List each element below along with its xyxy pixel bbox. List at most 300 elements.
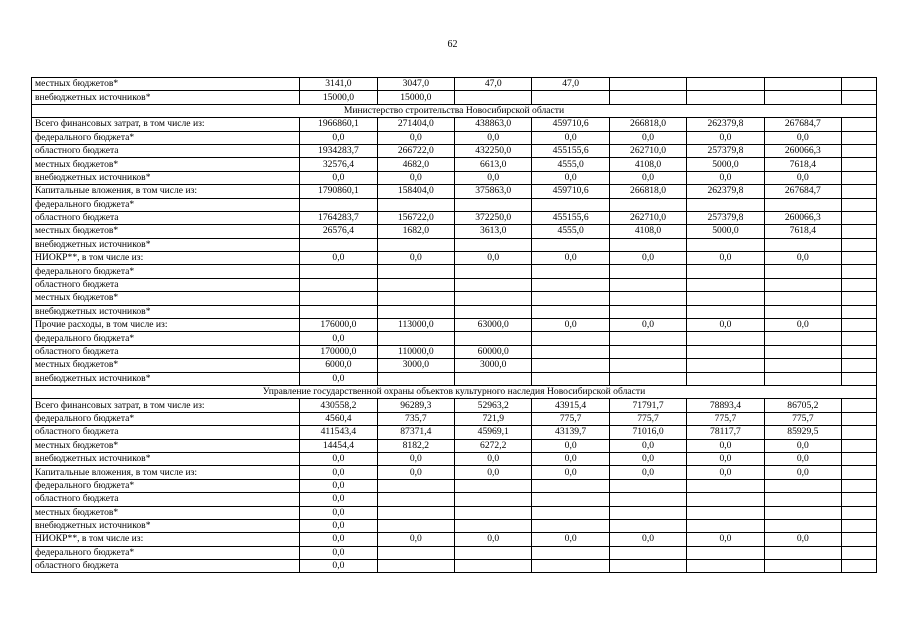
value-cell	[609, 332, 686, 345]
value-cell: 15000,0	[377, 91, 454, 104]
table-row	[32, 506, 877, 519]
value-cell: 0,0	[300, 493, 377, 506]
value-cell	[300, 278, 377, 291]
value-cell: 0,0	[532, 131, 609, 144]
value-cell	[455, 198, 532, 211]
value-cell: 1934283,7	[300, 144, 377, 157]
value-cell	[842, 305, 877, 318]
table-row	[32, 345, 877, 358]
value-cell: 0,0	[532, 319, 609, 332]
table-row	[32, 319, 877, 332]
value-cell	[377, 546, 454, 559]
row-label: местных бюджетов*	[32, 359, 300, 372]
row-label: областного бюджета	[32, 426, 300, 439]
row-label: местных бюджетов*	[32, 78, 300, 91]
value-cell: 113000,0	[377, 319, 454, 332]
value-cell	[300, 238, 377, 251]
value-cell: 0,0	[532, 252, 609, 265]
section-header-row	[32, 385, 877, 398]
table-row	[32, 292, 877, 305]
value-cell	[687, 292, 764, 305]
value-cell: 78117,7	[687, 426, 764, 439]
value-cell: 1966860,1	[300, 118, 377, 131]
section-header-row	[32, 104, 877, 117]
value-cell: 6000,0	[300, 359, 377, 372]
value-cell: 176000,0	[300, 319, 377, 332]
value-cell	[764, 198, 841, 211]
value-cell	[455, 91, 532, 104]
value-cell	[455, 560, 532, 573]
value-cell	[764, 560, 841, 573]
value-cell: 260066,3	[764, 144, 841, 157]
value-cell	[609, 546, 686, 559]
value-cell: 0,0	[455, 171, 532, 184]
value-cell	[455, 238, 532, 251]
value-cell	[377, 198, 454, 211]
value-cell: 0,0	[687, 252, 764, 265]
value-cell: 0,0	[300, 533, 377, 546]
row-label: областного бюджета	[32, 493, 300, 506]
value-cell	[842, 399, 877, 412]
value-cell: 0,0	[609, 466, 686, 479]
value-cell	[532, 265, 609, 278]
value-cell	[377, 278, 454, 291]
value-cell	[764, 238, 841, 251]
value-cell	[455, 519, 532, 532]
value-cell: 4555,0	[532, 225, 609, 238]
value-cell	[687, 372, 764, 385]
value-cell: 455155,6	[532, 211, 609, 224]
value-cell	[842, 252, 877, 265]
value-cell: 0,0	[300, 546, 377, 559]
value-cell	[300, 265, 377, 278]
value-cell: 0,0	[300, 479, 377, 492]
value-cell: 0,0	[764, 131, 841, 144]
value-cell	[687, 305, 764, 318]
value-cell: 0,0	[300, 560, 377, 573]
value-cell	[455, 493, 532, 506]
value-cell	[455, 546, 532, 559]
value-cell: 0,0	[300, 171, 377, 184]
row-label: федерального бюджета*	[32, 546, 300, 559]
value-cell	[609, 78, 686, 91]
value-cell: 14454,4	[300, 439, 377, 452]
table-row	[32, 412, 877, 425]
value-cell: 6272,2	[455, 439, 532, 452]
value-cell: 5000,0	[687, 158, 764, 171]
value-cell	[532, 305, 609, 318]
value-cell	[532, 546, 609, 559]
value-cell	[532, 238, 609, 251]
value-cell	[842, 546, 877, 559]
table-row	[32, 91, 877, 104]
table-row	[32, 238, 877, 251]
value-cell	[687, 198, 764, 211]
value-cell	[842, 372, 877, 385]
value-cell: 0,0	[377, 171, 454, 184]
value-cell: 78893,4	[687, 399, 764, 412]
row-label: внебюджетных источников*	[32, 372, 300, 385]
value-cell: 0,0	[377, 131, 454, 144]
value-cell	[687, 479, 764, 492]
value-cell: 96289,3	[377, 399, 454, 412]
value-cell	[842, 118, 877, 131]
value-cell	[687, 560, 764, 573]
row-label: местных бюджетов*	[32, 439, 300, 452]
row-label: НИОКР**, в том числе из:	[32, 252, 300, 265]
value-cell: 0,0	[377, 466, 454, 479]
value-cell: 0,0	[300, 466, 377, 479]
value-cell: 0,0	[687, 439, 764, 452]
value-cell	[300, 292, 377, 305]
value-cell	[609, 345, 686, 358]
row-label: внебюджетных источников*	[32, 171, 300, 184]
value-cell: 71016,0	[609, 426, 686, 439]
value-cell: 0,0	[377, 252, 454, 265]
row-label: Капитальные вложения, в том числе из:	[32, 466, 300, 479]
row-label: областного бюджета	[32, 211, 300, 224]
value-cell	[377, 265, 454, 278]
value-cell	[764, 372, 841, 385]
value-cell	[842, 278, 877, 291]
section-title: Министерство строительства Новосибирской области	[32, 104, 877, 117]
value-cell: 0,0	[687, 171, 764, 184]
table-row	[32, 118, 877, 131]
budget-table-body	[32, 78, 877, 573]
row-label: местных бюджетов*	[32, 158, 300, 171]
value-cell: 775,7	[532, 412, 609, 425]
value-cell	[842, 412, 877, 425]
value-cell	[764, 359, 841, 372]
value-cell: 775,7	[764, 412, 841, 425]
value-cell: 375863,0	[455, 185, 532, 198]
value-cell: 430558,2	[300, 399, 377, 412]
value-cell	[842, 452, 877, 465]
value-cell	[842, 466, 877, 479]
value-cell: 0,0	[300, 332, 377, 345]
value-cell: 43139,7	[532, 426, 609, 439]
value-cell	[842, 319, 877, 332]
value-cell	[842, 519, 877, 532]
row-label: федерального бюджета*	[32, 332, 300, 345]
row-label: областного бюджета	[32, 345, 300, 358]
value-cell: 266722,0	[377, 144, 454, 157]
value-cell	[300, 198, 377, 211]
table-row	[32, 466, 877, 479]
row-label: федерального бюджета*	[32, 198, 300, 211]
value-cell: 170000,0	[300, 345, 377, 358]
value-cell	[532, 372, 609, 385]
value-cell: 257379,8	[687, 211, 764, 224]
value-cell: 0,0	[300, 131, 377, 144]
value-cell	[842, 91, 877, 104]
table-row	[32, 533, 877, 546]
value-cell: 0,0	[609, 439, 686, 452]
row-label: внебюджетных источников*	[32, 519, 300, 532]
value-cell	[842, 131, 877, 144]
table-row	[32, 439, 877, 452]
value-cell	[842, 144, 877, 157]
table-row	[32, 372, 877, 385]
value-cell	[842, 225, 877, 238]
value-cell: 3141,0	[300, 78, 377, 91]
value-cell	[764, 292, 841, 305]
value-cell	[609, 359, 686, 372]
value-cell	[455, 265, 532, 278]
value-cell	[842, 493, 877, 506]
value-cell	[687, 345, 764, 358]
value-cell	[842, 198, 877, 211]
value-cell: 0,0	[455, 131, 532, 144]
value-cell	[842, 479, 877, 492]
value-cell	[609, 479, 686, 492]
value-cell	[842, 426, 877, 439]
row-label: федерального бюджета*	[32, 131, 300, 144]
row-label: Всего финансовых затрат, в том числе из:	[32, 399, 300, 412]
value-cell	[455, 305, 532, 318]
table-row	[32, 144, 877, 157]
value-cell	[842, 78, 877, 91]
table-row	[32, 225, 877, 238]
value-cell	[377, 238, 454, 251]
value-cell: 0,0	[764, 452, 841, 465]
value-cell	[377, 560, 454, 573]
value-cell	[377, 506, 454, 519]
value-cell	[609, 91, 686, 104]
table-row	[32, 493, 877, 506]
value-cell: 4682,0	[377, 158, 454, 171]
value-cell: 775,7	[609, 412, 686, 425]
row-label: внебюджетных источников*	[32, 452, 300, 465]
value-cell: 0,0	[609, 533, 686, 546]
value-cell: 775,7	[687, 412, 764, 425]
value-cell: 4560,4	[300, 412, 377, 425]
value-cell: 7618,4	[764, 158, 841, 171]
value-cell: 26576,4	[300, 225, 377, 238]
value-cell: 3613,0	[455, 225, 532, 238]
table-row	[32, 158, 877, 171]
value-cell	[687, 546, 764, 559]
value-cell: 71791,7	[609, 399, 686, 412]
value-cell: 45969,1	[455, 426, 532, 439]
table-row	[32, 198, 877, 211]
value-cell: 0,0	[532, 533, 609, 546]
value-cell	[532, 506, 609, 519]
table-row	[32, 131, 877, 144]
value-cell	[377, 479, 454, 492]
value-cell: 0,0	[532, 466, 609, 479]
value-cell: 3047,0	[377, 78, 454, 91]
value-cell	[687, 519, 764, 532]
table-row	[32, 332, 877, 345]
value-cell: 0,0	[764, 319, 841, 332]
value-cell: 455155,6	[532, 144, 609, 157]
value-cell	[377, 493, 454, 506]
value-cell: 0,0	[532, 452, 609, 465]
value-cell	[842, 506, 877, 519]
value-cell	[532, 359, 609, 372]
value-cell: 3000,0	[377, 359, 454, 372]
value-cell	[455, 372, 532, 385]
value-cell: 60000,0	[455, 345, 532, 358]
value-cell	[764, 546, 841, 559]
table-row	[32, 265, 877, 278]
value-cell: 262379,8	[687, 118, 764, 131]
table-row	[32, 479, 877, 492]
table-row	[32, 426, 877, 439]
row-label: внебюджетных источников*	[32, 238, 300, 251]
value-cell: 262710,0	[609, 211, 686, 224]
value-cell	[842, 359, 877, 372]
value-cell	[532, 560, 609, 573]
value-cell	[455, 506, 532, 519]
value-cell	[764, 332, 841, 345]
value-cell	[687, 238, 764, 251]
value-cell	[687, 332, 764, 345]
value-cell: 411543,4	[300, 426, 377, 439]
row-label: областного бюджета	[32, 560, 300, 573]
value-cell: 5000,0	[687, 225, 764, 238]
value-cell	[532, 493, 609, 506]
value-cell	[609, 198, 686, 211]
value-cell	[764, 345, 841, 358]
value-cell	[842, 158, 877, 171]
value-cell	[764, 91, 841, 104]
row-label: федерального бюджета*	[32, 479, 300, 492]
value-cell: 63000,0	[455, 319, 532, 332]
value-cell	[455, 292, 532, 305]
value-cell	[455, 278, 532, 291]
value-cell	[609, 265, 686, 278]
value-cell	[842, 171, 877, 184]
value-cell: 1790860,1	[300, 185, 377, 198]
row-label: федерального бюджета*	[32, 412, 300, 425]
row-label: Всего финансовых затрат, в том числе из:	[32, 118, 300, 131]
table-row	[32, 560, 877, 573]
value-cell	[532, 198, 609, 211]
value-cell	[455, 479, 532, 492]
value-cell	[532, 332, 609, 345]
row-label: Прочие расходы, в том числе из:	[32, 319, 300, 332]
page-number: 62	[447, 39, 458, 50]
value-cell: 0,0	[764, 171, 841, 184]
value-cell: 266818,0	[609, 185, 686, 198]
value-cell: 721,9	[455, 412, 532, 425]
value-cell	[609, 305, 686, 318]
table-row	[32, 519, 877, 532]
value-cell: 0,0	[687, 533, 764, 546]
value-cell: 372250,0	[455, 211, 532, 224]
value-cell: 459710,6	[532, 118, 609, 131]
value-cell: 0,0	[300, 506, 377, 519]
value-cell	[764, 305, 841, 318]
value-cell	[842, 345, 877, 358]
value-cell: 432250,0	[455, 144, 532, 157]
value-cell: 267684,7	[764, 118, 841, 131]
value-cell: 0,0	[609, 319, 686, 332]
value-cell	[687, 78, 764, 91]
value-cell	[687, 506, 764, 519]
value-cell	[300, 305, 377, 318]
value-cell	[842, 332, 877, 345]
value-cell	[609, 493, 686, 506]
value-cell: 0,0	[300, 252, 377, 265]
value-cell: 47,0	[532, 78, 609, 91]
value-cell: 0,0	[687, 319, 764, 332]
value-cell: 15000,0	[300, 91, 377, 104]
value-cell: 266818,0	[609, 118, 686, 131]
value-cell: 85929,5	[764, 426, 841, 439]
value-cell	[842, 439, 877, 452]
value-cell: 52963,2	[455, 399, 532, 412]
value-cell: 0,0	[455, 452, 532, 465]
table-row	[32, 546, 877, 559]
value-cell: 4108,0	[609, 158, 686, 171]
value-cell	[377, 332, 454, 345]
value-cell	[609, 560, 686, 573]
value-cell	[609, 372, 686, 385]
row-label: внебюджетных источников*	[32, 91, 300, 104]
value-cell: 0,0	[377, 452, 454, 465]
value-cell: 257379,8	[687, 144, 764, 157]
value-cell	[532, 519, 609, 532]
value-cell: 86705,2	[764, 399, 841, 412]
value-cell	[609, 506, 686, 519]
value-cell: 735,7	[377, 412, 454, 425]
value-cell: 0,0	[609, 131, 686, 144]
value-cell: 0,0	[300, 372, 377, 385]
value-cell: 0,0	[300, 519, 377, 532]
value-cell	[764, 278, 841, 291]
value-cell	[609, 519, 686, 532]
table-row	[32, 399, 877, 412]
value-cell: 0,0	[609, 452, 686, 465]
value-cell: 0,0	[764, 252, 841, 265]
value-cell	[842, 238, 877, 251]
value-cell	[764, 265, 841, 278]
value-cell	[377, 372, 454, 385]
section-title: Управление государственной охраны объектов культурного наследия Новосибирской области	[32, 385, 877, 398]
value-cell: 6613,0	[455, 158, 532, 171]
value-cell	[842, 265, 877, 278]
value-cell: 110000,0	[377, 345, 454, 358]
value-cell: 3000,0	[455, 359, 532, 372]
value-cell	[764, 479, 841, 492]
row-label: местных бюджетов*	[32, 292, 300, 305]
value-cell: 262710,0	[609, 144, 686, 157]
value-cell	[687, 278, 764, 291]
value-cell	[842, 533, 877, 546]
value-cell	[532, 278, 609, 291]
table-row	[32, 359, 877, 372]
table-row	[32, 252, 877, 265]
value-cell: 0,0	[455, 533, 532, 546]
value-cell: 158404,0	[377, 185, 454, 198]
value-cell	[687, 493, 764, 506]
value-cell: 0,0	[687, 131, 764, 144]
value-cell: 271404,0	[377, 118, 454, 131]
value-cell: 0,0	[609, 171, 686, 184]
budget-table	[31, 77, 877, 573]
value-cell	[609, 278, 686, 291]
value-cell: 87371,4	[377, 426, 454, 439]
value-cell: 0,0	[764, 533, 841, 546]
value-cell	[687, 359, 764, 372]
value-cell: 4108,0	[609, 225, 686, 238]
value-cell: 0,0	[455, 466, 532, 479]
value-cell	[532, 479, 609, 492]
value-cell: 0,0	[532, 171, 609, 184]
